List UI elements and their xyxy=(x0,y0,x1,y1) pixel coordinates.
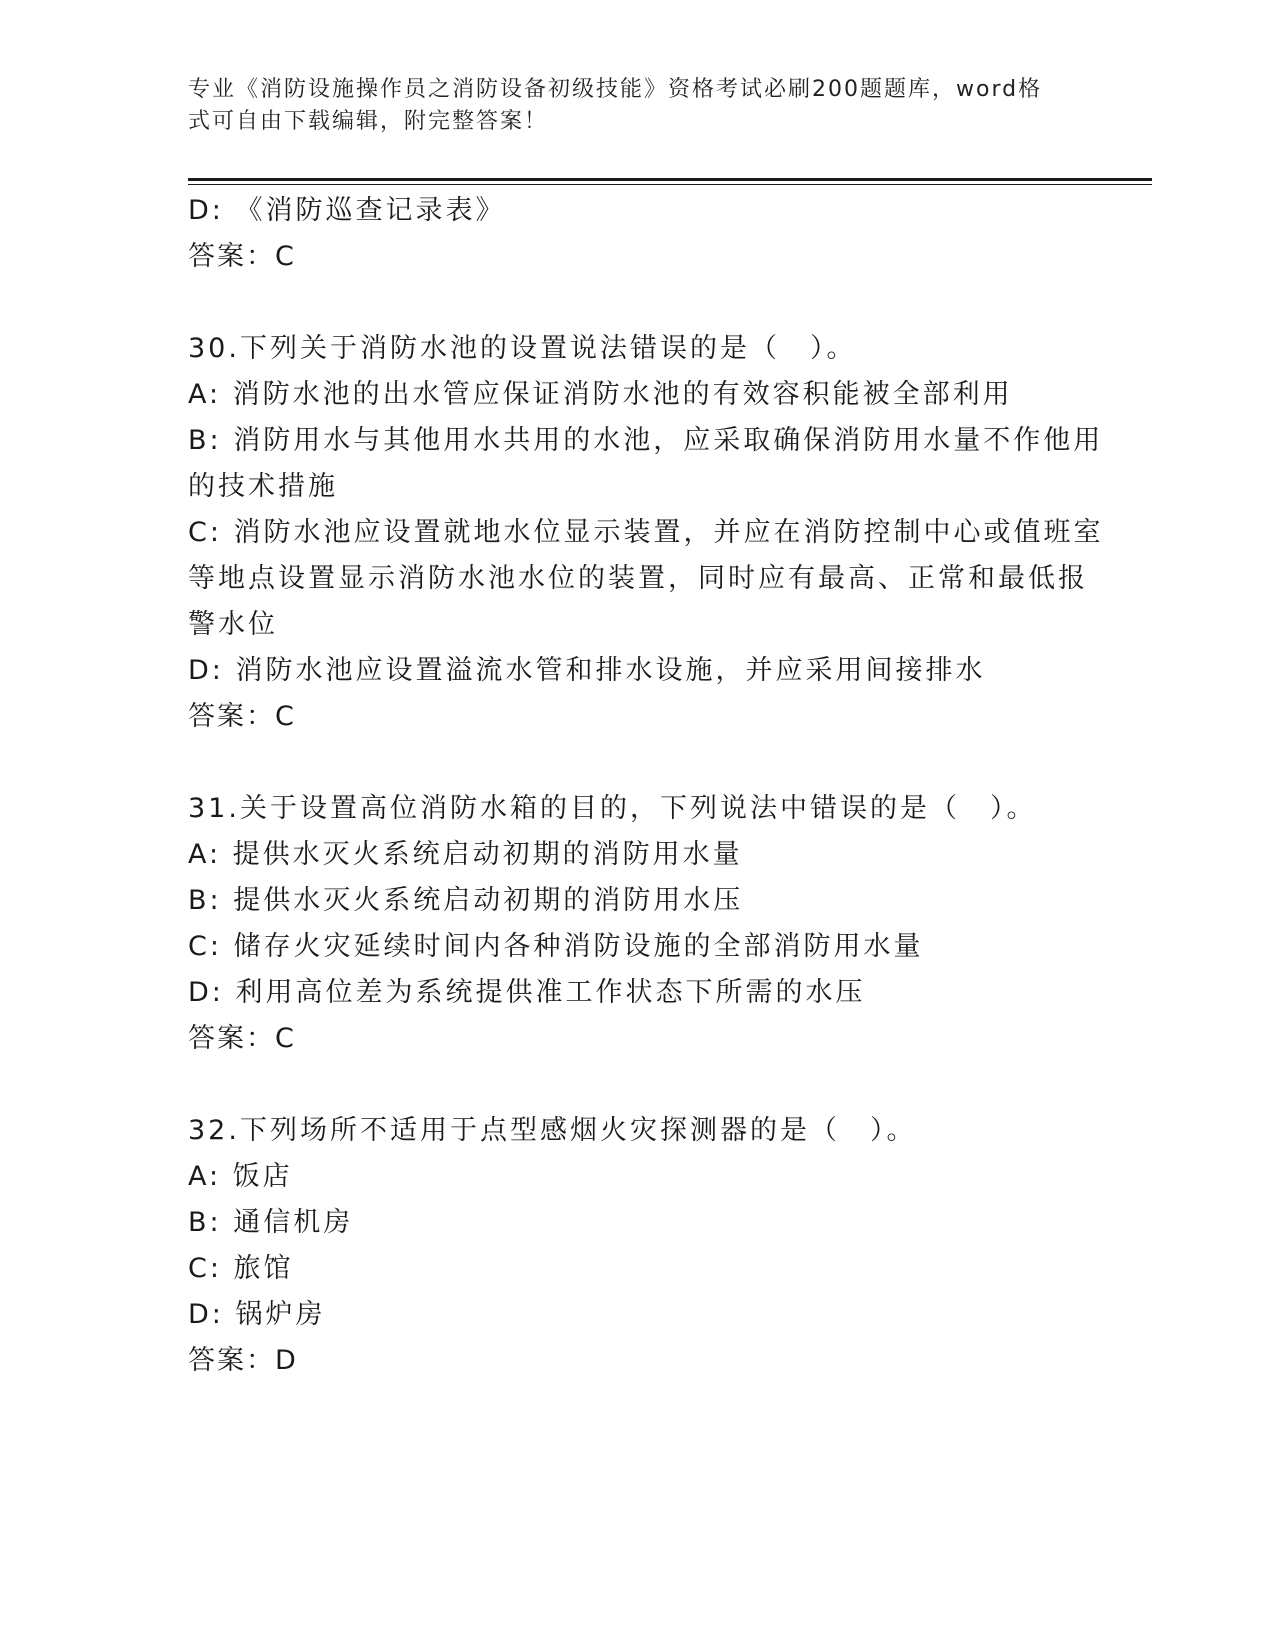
spacer xyxy=(188,740,1088,786)
option-c-line-2: 等地点设置显示消防水池水位的装置，同时应有最高、正常和最低报 xyxy=(188,563,1088,594)
question-stem: 31.关于设置高位消防水箱的目的，下列说法中错误的是（ ）。 xyxy=(188,793,1037,824)
question-32 xyxy=(188,1108,1088,1384)
option-d: D: 利用高位差为系统提供准工作状态下所需的水压 xyxy=(188,977,866,1008)
header-divider-thin xyxy=(188,184,1152,185)
option-b: B: 通信机房 xyxy=(188,1207,354,1238)
option-c: C: 储存火灾延续时间内各种消防设施的全部消防用水量 xyxy=(188,931,924,962)
prev-option-d: D: 《消防巡查记录表》 xyxy=(188,195,506,226)
question-content xyxy=(188,188,1104,1384)
answer: 答案：C xyxy=(188,1023,296,1054)
option-c-line-3: 警水位 xyxy=(188,609,278,640)
spacer xyxy=(188,1062,1088,1108)
option-a: A: 饭店 xyxy=(188,1161,293,1192)
question-30 xyxy=(188,326,1104,740)
document-header xyxy=(188,74,1088,138)
option-a: A: 消防水池的出水管应保证消防水池的有效容积能被全部利用 xyxy=(188,379,1013,410)
header-divider-thick xyxy=(188,178,1152,181)
option-b-line-1: B: 消防用水与其他用水共用的水池，应采取确保消防用水量不作他用 xyxy=(188,425,1104,456)
option-c: C: 旅馆 xyxy=(188,1253,294,1284)
spacer xyxy=(188,280,1088,326)
answer: 答案：D xyxy=(188,1345,298,1376)
question-stem: 32.下列场所不适用于点型感烟火灾探测器的是（ ）。 xyxy=(188,1115,917,1146)
option-c-line-1: C: 消防水池应设置就地水位显示装置，并应在消防控制中心或值班室 xyxy=(188,517,1104,548)
option-a: A: 提供水灭火系统启动初期的消防用水量 xyxy=(188,839,743,870)
option-d: D: 消防水池应设置溢流水管和排水设施，并应采用间接排水 xyxy=(188,655,986,686)
question-stem: 30.下列关于消防水池的设置说法错误的是（ ）。 xyxy=(188,333,857,364)
question-31 xyxy=(188,786,1088,1062)
header-line-2: 式可自由下载编辑，附完整答案！ xyxy=(188,109,549,134)
header-line-1: 专业《消防设施操作员之消防设备初级技能》资格考试必刷200题题库，word格 xyxy=(188,77,1043,102)
option-b-line-2: 的技术措施 xyxy=(188,471,338,502)
prev-answer: 答案：C xyxy=(188,241,296,272)
option-d: D: 锅炉房 xyxy=(188,1299,326,1330)
option-b: B: 提供水灭火系统启动初期的消防用水压 xyxy=(188,885,744,916)
answer: 答案：C xyxy=(188,701,296,732)
